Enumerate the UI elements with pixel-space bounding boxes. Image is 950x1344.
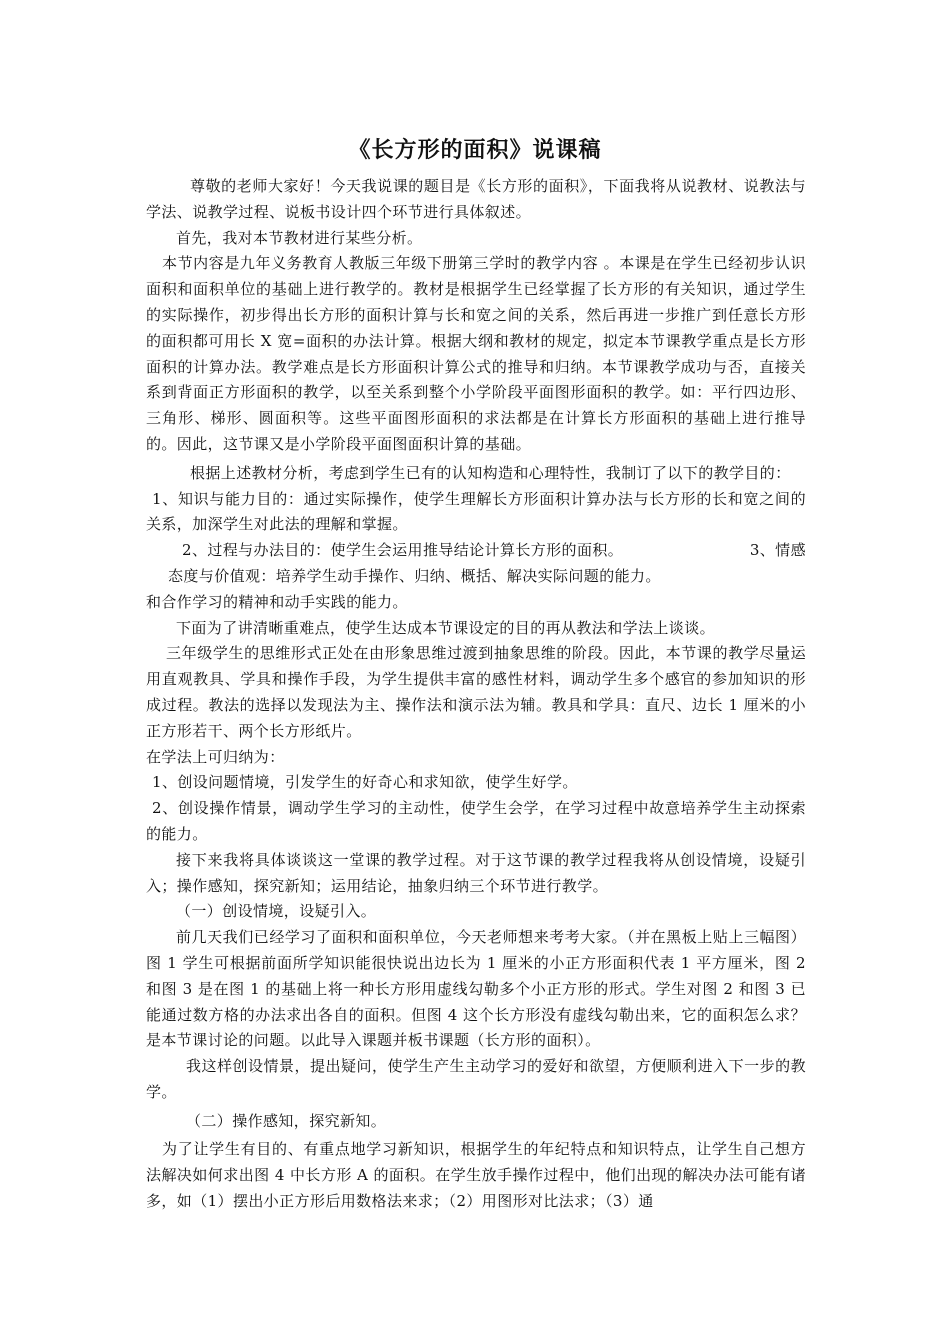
paragraph-teaching-method: 三年级学生的思维形式正处在由形象思维过渡到抽象思维的阶段。因此，本节课的教学尽量运用直观教具、学具和操作手段，为学生提供丰富的感性材料，调动学生多个感官的参加知识的形成过程。教法的选择以发现法为主、操作法和演示法为辅。教具和学具：直尺、边长 1 厘米的小正方形若干、两个长方形纸片。 (146, 644, 806, 740)
paragraph-section-2: 为了让学生有目的、有重点地学习新知识，根据学生的年纪特点和知识特点，让学生自己想方法解决如何求出图 4 中长方形 A 的面积。在学生放手操作过程中，他们出现的解决办法可能有诸多，如（1）摆出小正方形后用数格法来求；（2）用图形对比法求；（3）通 (146, 1140, 806, 1211)
paragraph-material-analysis: 本节内容是九年义务教育人教版三年级下册第三学时的教学内容 。本课是在学生已经初步认识面积和面积单位的基础上进行教学的。教材是根据学生已经掌握了长方形的有关知识，通过学生的实际操作，初步得出长方形的面积计算与长和宽之间的关系，然后再进一步推广到任意长方形的面积都可用长 X 宽=面积的办法计算。根据大纲和教材的规定，拟定本节课教学重点是长方形面积的计算办法。教学难点是长方形面积计算公式的推导和归纳。本节课教学成功与否，直接关系到背面正方形面积的教学，以至关系到整个小学阶段平面图形面积的教学。如：平行四边形、三角形、梯形、圆面积等。这些平面图形面积的求法都是在计算长方形面积的基础上进行推导的。因此，这节课又是小学阶段平面图面积计算的基础。 (146, 254, 806, 453)
paragraph-intro: 首先，我对本节教材进行某些分析。 (176, 228, 423, 247)
paragraph-goal-3-start: 3、情感 (749, 541, 806, 560)
heading-section-2: （二）操作感知，探究新知。 (186, 1111, 387, 1130)
paragraph-goal-1: 1、知识与能力目的：通过实际操作，使学生理解长方形面积计算办法与长方形的长和宽之间的关系，加深学生对此法的理解和掌握。 (146, 489, 806, 534)
paragraph-greeting: 尊敬的老师大家好！今天我说课的题目是《长方形的面积》，下面我将从说教材、说教法与学法、说教学过程、说板书设计四个环节进行具体叙述。 (146, 177, 806, 221)
paragraph-process-intro: 接下来我将具体谈谈这一堂课的教学过程。对于这节课的教学过程我将从创设情境，设疑引入；操作感知，探究新知；运用结论，抽象归纳三个环节进行教学。 (146, 850, 806, 895)
paragraph-learning-method-2: 2、创设操作情景，调动学生学习的主动性，使学生会学，在学习过程中故意培养学生主动探索的能力。 (146, 799, 806, 843)
paragraph-methods-intro: 下面为了讲清晰重难点，使学生达成本节课设定的目的再从教法和学法上谈谈。 (176, 618, 716, 637)
paragraph-goal-3-end: 和合作学习的精神和动手实践的能力。 (146, 592, 408, 611)
paragraph-section-1: 前几天我们已经学习了面积和面积单位，今天老师想来考考大家。（并在黑板上贴上三幅图）图 1 学生可根据前面所学知识能很快说出边长为 1 厘米的小正方形面积代表 1 平方厘米，图 2 和图 3 是在图 1 的基础上将一种长方形用虚线勾勒多个小正方形的形式。学生对图 2 和图 3 已能通过数方格的办法求出各自的面积。但图 4 这个长方形没有虚线勾勒出来，它的面积怎么求？是本节课讨论的问题。以此导入课题并板书课题（长方形的面积）。 (146, 928, 806, 1050)
document-title: 《长方形的面积》说课稿 (348, 137, 602, 163)
paragraph-learning-method-1: 1、创设问题情境，引发学生的好奇心和求知欲，使学生好学。 (152, 773, 578, 792)
goal-row (146, 538, 806, 564)
paragraph-learning-method-intro: 在学法上可归纳为： (146, 747, 285, 766)
paragraph-goals-intro: 根据上述教材分析，考虑到学生已有的认知构造和心理特性，我制订了以下的教学目的： (190, 463, 791, 482)
document-body (146, 174, 806, 1215)
paragraph-goal-3-cont: 态度与价值观：培养学生动手操作、归纳、概括、解决实际问题的能力。 (168, 566, 661, 585)
paragraph-goal-2: 2、过程与办法目的：使学生会运用推导结论计算长方形的面积。 (182, 541, 624, 560)
heading-section-1: （一）创设情境，设疑引入。 (176, 902, 377, 921)
paragraph-section-1-summary: 我这样创设情景，提出疑问，使学生产生主动学习的爱好和欲望，方便顺利进入下一步的教学。 (146, 1057, 806, 1101)
